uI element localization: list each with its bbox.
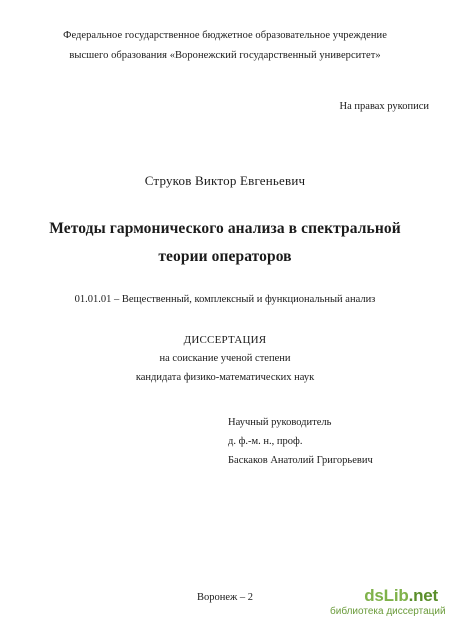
rights-note: На правах рукописи bbox=[339, 101, 429, 112]
degree-purpose: на соискание ученой степени bbox=[159, 353, 291, 364]
specialty-code: 01.01.01 – Вещественный, комплексный и функциональный анализ bbox=[74, 294, 376, 305]
supervisor-role: Научный руководитель bbox=[228, 417, 332, 428]
title-line-1: Методы гармонического анализа в спектральной bbox=[49, 220, 401, 237]
supervisor-credentials: д. ф.-м. н., проф. bbox=[228, 436, 303, 447]
dslib-watermark bbox=[330, 586, 446, 618]
dslib-logo bbox=[330, 587, 438, 605]
institution-line-1: Федеральное государственное бюджетное образовательное учреждение bbox=[63, 30, 387, 41]
dslib-subtitle: библиотека диссертаций bbox=[330, 606, 446, 617]
title-line-2: теории операторов bbox=[158, 248, 292, 265]
supervisor-name: Баскаков Анатолий Григорьевич bbox=[228, 455, 373, 466]
dslib-logo-domain: .net bbox=[408, 586, 438, 605]
city-year: Воронеж – 2 bbox=[196, 592, 254, 603]
author-name: Струков Виктор Евгеньевич bbox=[144, 173, 306, 188]
institution-line-2: высшего образования «Воронежский государственный университет» bbox=[69, 50, 381, 61]
degree-name: кандидата физико-математических наук bbox=[135, 372, 315, 383]
dissertation-heading: ДИССЕРТАЦИЯ bbox=[183, 334, 267, 346]
dslib-logo-name: dsLib bbox=[364, 586, 409, 605]
